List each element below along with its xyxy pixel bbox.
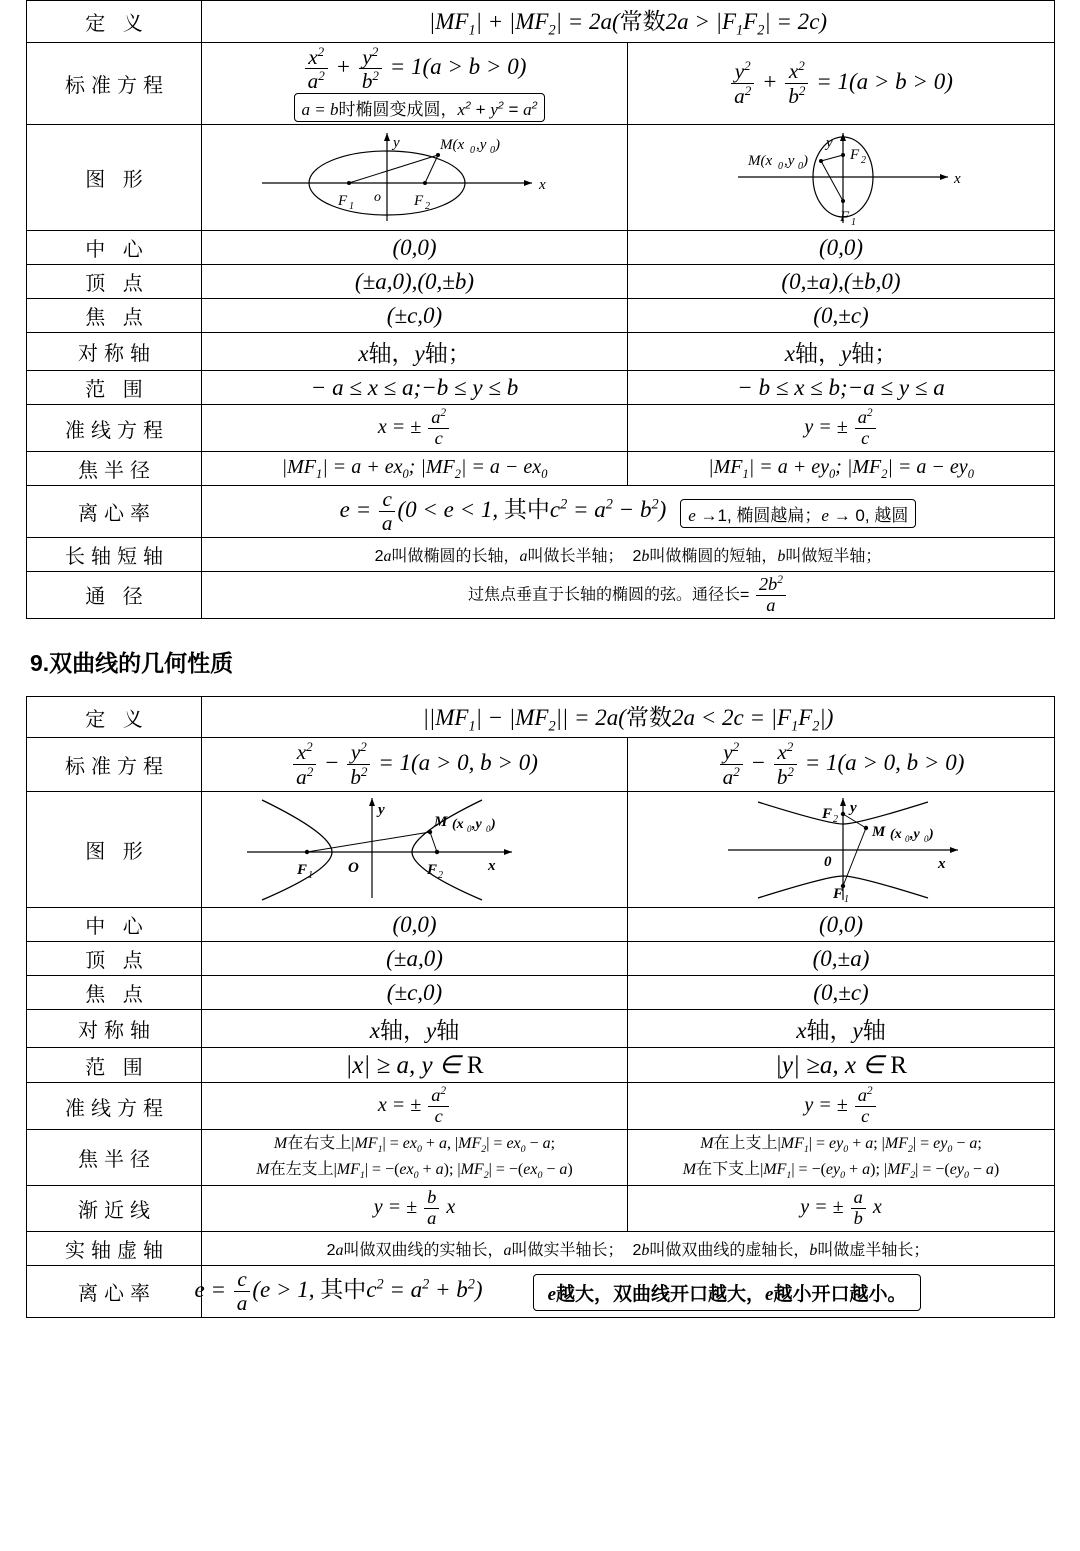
center-horizontal: (0,0) xyxy=(202,231,628,265)
vertex-vertical: (0,±a),(±b,0) xyxy=(628,265,1055,299)
table-row xyxy=(27,299,1055,333)
row-label-center: 中 心 xyxy=(27,231,202,265)
hyperbola-vertical-svg xyxy=(628,792,1055,902)
hyperbola-horizontal-svg xyxy=(202,792,628,902)
svg-text:1: 1 xyxy=(349,201,354,213)
table-row xyxy=(27,1,1055,43)
row-label-eccentricity: 离心率 xyxy=(27,486,202,538)
table-row xyxy=(27,42,1055,125)
svg-text:2: 2 xyxy=(425,201,430,213)
focus-vertical: (0,±c) xyxy=(628,976,1055,1010)
table-row xyxy=(27,1186,1055,1232)
center-vertical: (0,0) xyxy=(628,908,1055,942)
definition-formula: $||MF_1| - |MF_2|| = 2a$(常数$2a < 2c = |F_1F_2|$) xyxy=(202,696,1055,738)
focal-radius-vertical xyxy=(628,1130,1055,1186)
table-row xyxy=(27,537,1055,571)
svg-text:0: 0 xyxy=(470,145,475,157)
ellipse-properties-table xyxy=(26,0,1055,619)
svg-text:): ) xyxy=(491,817,496,833)
table-row xyxy=(27,696,1055,738)
table-row xyxy=(27,942,1055,976)
svg-text:F: F xyxy=(338,193,348,210)
svg-text:,y: ,y xyxy=(476,137,487,154)
svg-text:2: 2 xyxy=(833,814,838,826)
latus-rectum-content: 过焦点垂直于长轴的椭圆的弦。通径长= $\frac{2b^2}{a}$ xyxy=(202,571,1055,618)
row-label-definition: 定 义 xyxy=(27,696,202,738)
standard-equation-vertical: $\frac{y^2}{a^2}$ − $\frac{x^2}{b^2}$ = 1(a > 0, b > 0) xyxy=(628,738,1055,792)
center-vertical: (0,0) xyxy=(628,231,1055,265)
symmetry-horizontal: x轴，y轴 xyxy=(202,1010,628,1048)
svg-text:0: 0 xyxy=(798,161,803,173)
svg-text:2: 2 xyxy=(861,155,866,167)
definition-formula: $|MF_1| + |MF_2| = 2a$(常数$2a > |F_1F_2| = 2c$) xyxy=(202,1,1055,43)
table-row xyxy=(27,738,1055,792)
svg-text:0: 0 xyxy=(467,824,472,835)
row-label-figure: 图 形 xyxy=(27,125,202,231)
svg-text:2: 2 xyxy=(438,870,443,882)
row-label-focus: 焦 点 xyxy=(27,299,202,333)
standard-equation-vertical: $\frac{y^2}{a^2}$ + $\frac{x^2}{b^2}$ = 1(a > b > 0) xyxy=(628,42,1055,125)
table-row xyxy=(27,792,1055,908)
svg-text:x: x xyxy=(488,858,496,875)
eccentricity-content: e = $\frac{c}{a}$ (e > 1, 其中$c^2 = a^2 + b^2$) e越大，双曲线开口越大，e越小开口越小。 xyxy=(202,1265,1055,1317)
directrix-vertical: y = ± $\frac{a^2}{c}$ xyxy=(628,1083,1055,1130)
row-label-focal-radius: 焦半径 xyxy=(27,452,202,486)
svg-text:(x: (x xyxy=(890,827,902,843)
ellipse-vertical-svg xyxy=(628,125,1055,225)
table-row xyxy=(27,265,1055,299)
row-label-range: 范 围 xyxy=(27,371,202,405)
row-label-standard-equation: 标准方程 xyxy=(27,738,202,792)
svg-text:y: y xyxy=(826,135,833,152)
focal-radius-line-1: M在上支上$|MF_1| = ey_0 + a$; $|MF_2| = ey_0 - a$; xyxy=(700,1135,982,1156)
svg-text:(x: (x xyxy=(452,817,464,833)
row-label-directrix: 准线方程 xyxy=(27,1083,202,1130)
focal-radius-vertical: $|MF_1| = a + ey_0$; $|MF_2| = a - ey_0$ xyxy=(628,452,1055,486)
table-row xyxy=(27,1010,1055,1048)
ellipse-vertical-figure xyxy=(628,125,1055,231)
svg-text:M: M xyxy=(434,814,448,831)
ellipse-circle-note: a = b时椭圆变成圆，$x^2 + y^2 = a^2$ xyxy=(294,93,546,122)
hyperbola-vertical-figure xyxy=(628,792,1055,908)
table-row xyxy=(27,908,1055,942)
focal-radius-line-2: M在下支上$|MF_1| = -(ey_0 + a)$; $|MF_2| = -(ey_0 - a)$ xyxy=(682,1160,1000,1181)
directrix-vertical: y = ± $\frac{a^2}{c}$ xyxy=(628,405,1055,452)
row-label-directrix: 准线方程 xyxy=(27,405,202,452)
svg-text:F: F xyxy=(414,193,424,210)
row-label-vertex: 顶 点 xyxy=(27,942,202,976)
hyperbola-horizontal-figure xyxy=(202,792,628,908)
range-horizontal: − a ≤ x ≤ a;−b ≤ y ≤ b xyxy=(202,371,628,405)
table-row xyxy=(27,1083,1055,1130)
svg-text:0: 0 xyxy=(924,834,929,845)
directrix-horizontal: x = ± $\frac{a^2}{c}$ xyxy=(202,1083,628,1130)
svg-text:): ) xyxy=(803,153,808,170)
svg-text:M: M xyxy=(872,824,886,841)
focus-vertical: (0,±c) xyxy=(628,299,1055,333)
table-row xyxy=(27,371,1055,405)
eccentricity-note: e越大，双曲线开口越大，e越小开口越小。 xyxy=(533,1274,922,1311)
hyperbola-properties-table xyxy=(26,696,1055,1318)
table-row xyxy=(27,486,1055,538)
vertex-vertical: (0,±a) xyxy=(628,942,1055,976)
row-label-vertex: 顶 点 xyxy=(27,265,202,299)
svg-text:x: x xyxy=(539,177,546,194)
vertex-horizontal: (±a,0) xyxy=(202,942,628,976)
svg-text:0: 0 xyxy=(824,854,832,871)
row-label-focal-radius: 焦半径 xyxy=(27,1130,202,1186)
row-label-axis-of-symmetry: 对称轴 xyxy=(27,333,202,371)
svg-text:F: F xyxy=(822,806,833,823)
svg-text:F: F xyxy=(840,209,850,226)
table-row xyxy=(27,333,1055,371)
svg-text:F: F xyxy=(850,147,860,164)
svg-text:O: O xyxy=(348,860,359,877)
asymptote-vertical: y = ± $\frac{a}{b}$ x xyxy=(628,1186,1055,1232)
svg-text:): ) xyxy=(495,137,500,154)
row-label-definition: 定 义 xyxy=(27,1,202,43)
focal-radius-line-2: M在左支上$|MF_1| = -(ex_0 + a)$; $|MF_2| = -(ex_0 - a)$ xyxy=(256,1160,573,1181)
table-row xyxy=(27,1265,1055,1317)
table-row xyxy=(27,1130,1055,1186)
table-row xyxy=(27,405,1055,452)
range-vertical: |y| ≥a, x ∈ R xyxy=(628,1048,1055,1083)
row-label-standard-equation: 标准方程 xyxy=(27,42,202,125)
svg-text:0: 0 xyxy=(490,145,495,157)
svg-text:0: 0 xyxy=(486,824,491,835)
symmetry-horizontal: x轴，y轴； xyxy=(202,333,628,371)
vertex-horizontal: (±a,0),(0,±b) xyxy=(202,265,628,299)
symmetry-vertical: x轴，y轴 xyxy=(628,1010,1055,1048)
svg-text:,y: ,y xyxy=(910,827,920,843)
ellipse-horizontal-svg xyxy=(202,125,628,225)
real-imaginary-axis-content: 2a叫做双曲线的实轴长，a叫做实半轴长； 2b叫做双曲线的虚轴长，b叫做虚半轴长； xyxy=(202,1231,1055,1265)
svg-text:F: F xyxy=(427,862,438,879)
row-label-focus: 焦 点 xyxy=(27,976,202,1010)
table-row xyxy=(27,231,1055,265)
standard-equation-horizontal: $\frac{x^2}{a^2}$ + $\frac{y^2}{b^2}$ = 1(a > b > 0) a = b时椭圆变成圆，$x^2 + y^2 = a^2$ xyxy=(202,42,628,125)
table-row xyxy=(27,452,1055,486)
svg-text:1: 1 xyxy=(851,217,856,226)
row-label-center: 中 心 xyxy=(27,908,202,942)
focal-radius-horizontal xyxy=(202,1130,628,1186)
svg-text:0: 0 xyxy=(778,161,783,173)
focal-radius-line-1: M在右支上$|MF_1| = ex_0 + a$, $|MF_2| = ex_0 - a$; xyxy=(273,1135,556,1156)
row-label-axis-of-symmetry: 对称轴 xyxy=(27,1010,202,1048)
focus-horizontal: (±c,0) xyxy=(202,299,628,333)
focal-radius-horizontal: $|MF_1| = a + ex_0$; $|MF_2| = a - ex_0$ xyxy=(202,452,628,486)
range-horizontal: |x| ≥ a, y ∈ R xyxy=(202,1048,628,1083)
table-row xyxy=(27,1231,1055,1265)
directrix-horizontal: x = ± $\frac{a^2}{c}$ xyxy=(202,405,628,452)
table-row xyxy=(27,571,1055,618)
ellipse-horizontal-figure xyxy=(202,125,628,231)
eccentricity-note: e →1, 椭圆越扁；e → 0, 越圆 xyxy=(680,499,916,528)
row-label-major-minor-axis: 长轴短轴 xyxy=(27,537,202,571)
focus-horizontal: (±c,0) xyxy=(202,976,628,1010)
asymptote-horizontal: y = ± $\frac{b}{a}$ x xyxy=(202,1186,628,1232)
page-title: 9.双曲线的几何性质 xyxy=(30,649,234,676)
center-horizontal: (0,0) xyxy=(202,908,628,942)
standard-equation-horizontal: $\frac{x^2}{a^2}$ − $\frac{y^2}{b^2}$ = 1(a > 0, b > 0) xyxy=(202,738,628,792)
svg-text:,y: ,y xyxy=(784,153,795,170)
svg-text:M(x: M(x xyxy=(440,137,465,154)
row-label-asymptote: 渐近线 xyxy=(27,1186,202,1232)
row-label-figure: 图 形 xyxy=(27,792,202,908)
svg-text:x: x xyxy=(938,856,946,873)
row-label-eccentricity: 离心率 xyxy=(27,1265,202,1317)
row-label-range: 范 围 xyxy=(27,1048,202,1083)
svg-text:o: o xyxy=(374,190,381,206)
svg-text:y: y xyxy=(393,135,400,152)
svg-text:,y: ,y xyxy=(472,817,482,833)
svg-text:y: y xyxy=(850,800,857,817)
row-label-real-imaginary-axis: 实轴虚轴 xyxy=(27,1231,202,1265)
svg-text:1: 1 xyxy=(308,870,313,882)
svg-text:F: F xyxy=(833,886,844,903)
table-row xyxy=(27,976,1055,1010)
table-row xyxy=(27,125,1055,231)
svg-text:M(x: M(x xyxy=(748,153,773,170)
table-row xyxy=(27,1048,1055,1083)
symmetry-vertical: x轴，y轴； xyxy=(628,333,1055,371)
eccentricity-content: e = $\frac{c}{a}$ (0 < e < 1, 其中$c^2 = a^2 - b^2$) e →1, 椭圆越扁；e → 0, 越圆 xyxy=(202,486,1055,538)
row-label-latus-rectum: 通 径 xyxy=(27,571,202,618)
svg-text:y: y xyxy=(378,802,385,819)
svg-text:): ) xyxy=(929,827,934,843)
range-vertical: − b ≤ x ≤ b;−a ≤ y ≤ a xyxy=(628,371,1055,405)
major-minor-axis-content: 2a叫做椭圆的长轴，a叫做长半轴； 2b叫做椭圆的短轴，b叫做短半轴； xyxy=(202,537,1055,571)
svg-text:0: 0 xyxy=(905,834,910,845)
svg-text:1: 1 xyxy=(844,894,849,903)
svg-text:F: F xyxy=(297,862,308,879)
svg-text:x: x xyxy=(954,171,961,188)
